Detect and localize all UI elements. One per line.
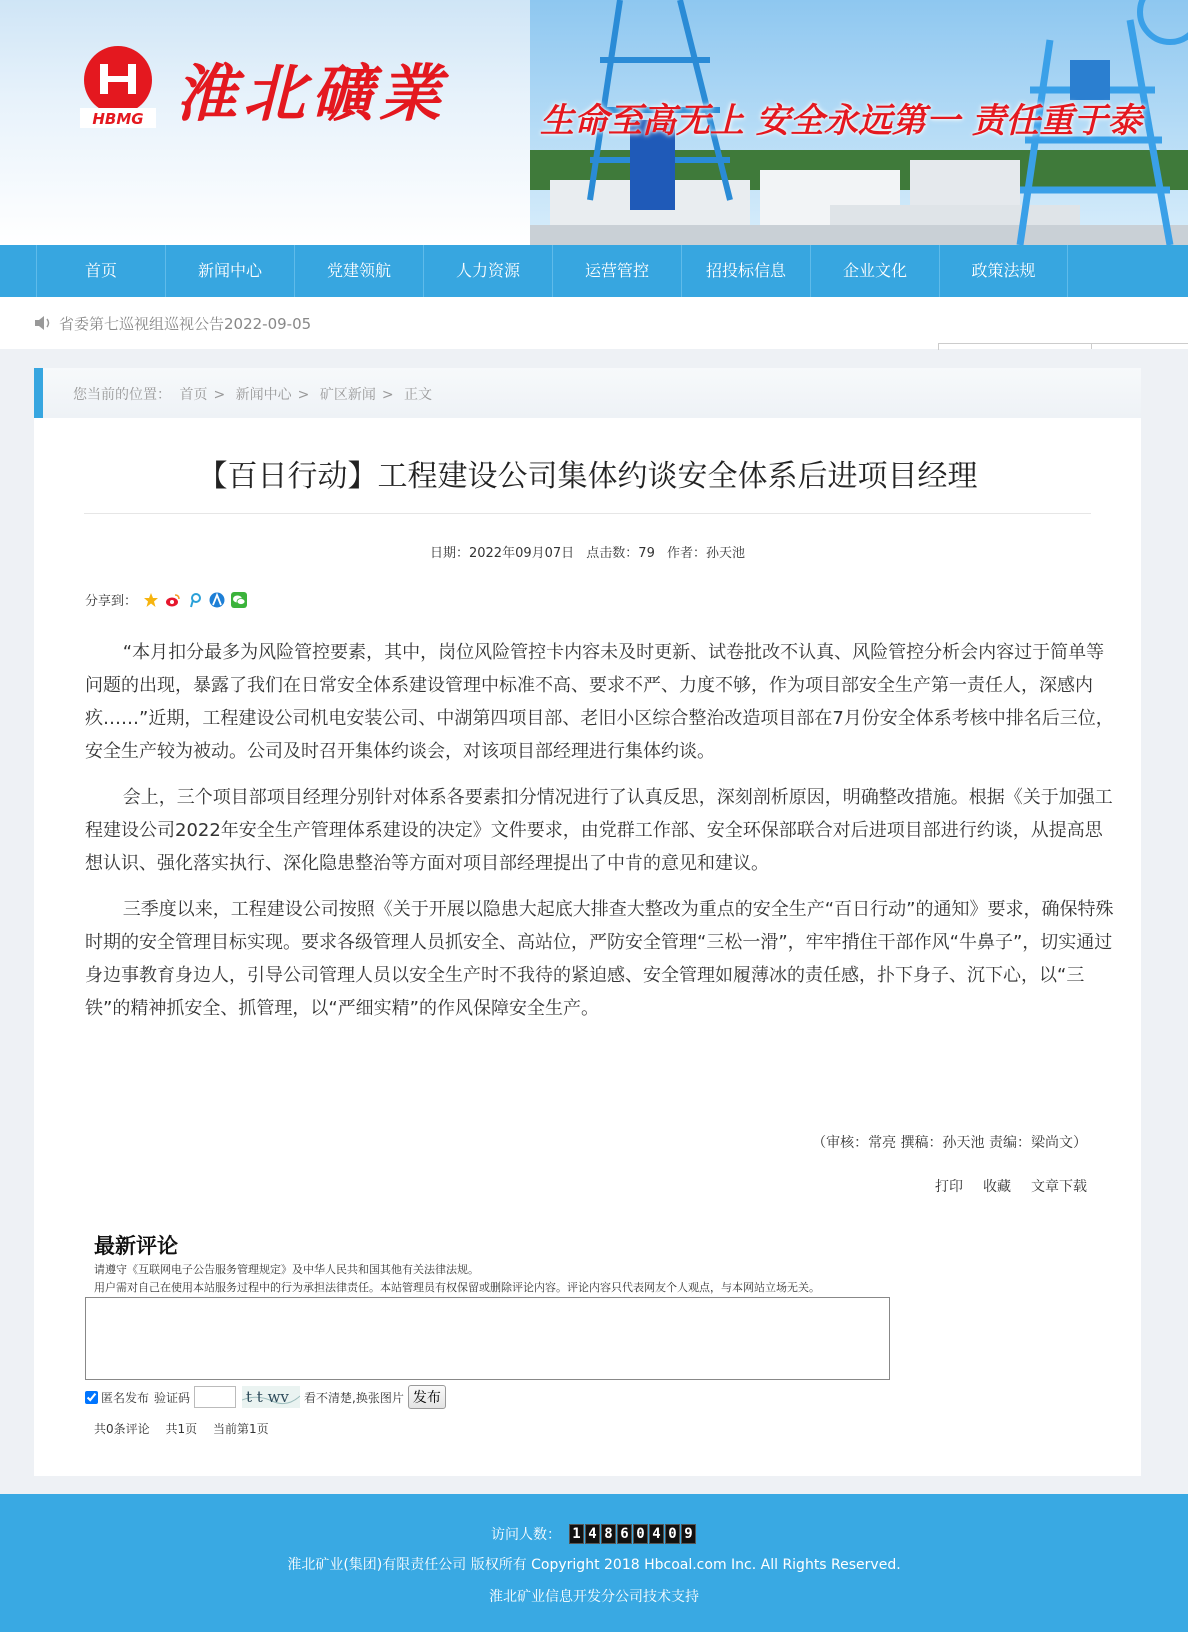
counter-digit: 1: [569, 1524, 584, 1544]
breadcrumb-separator: >: [297, 387, 310, 403]
visits-label: 访问人数：: [491, 1527, 561, 1543]
hbmg-logo-icon: [80, 44, 156, 128]
counter-digit: 4: [585, 1524, 600, 1544]
tencent-weibo-icon[interactable]: [209, 592, 225, 608]
vcode-label: 验证码: [154, 1390, 191, 1405]
copyright-text: 淮北矿业(集团)有限责任公司 版权所有 Copyright 2018 Hbcoal.com Inc. All Rights Reserved.: [287, 1557, 901, 1573]
counter-digit: 9: [681, 1524, 696, 1544]
article-paragraph: “本月扣分最多为风险管控要素，其中，岗位风险管控卡内容未及时更新、试卷批改不认真、风险管控分析会内容过于简单等问题的出现，暴露了我们在日常安全体系建设管理中标准不高、要求不严、力度不够，作为项目部安全生产第一责任人，深感内疚……”近期，工程建设公司机电安装公司、中湖第四项目部、老旧小区综合整治改造项目部在7月份安全体系考核中排名后三位，安全生产较为被动。公司及时召开集体约谈会，对该项目部经理进行集体约谈。: [85, 642, 1114, 762]
nav-item-culture[interactable]: 企业文化: [810, 245, 939, 297]
site-footer: [0, 1494, 1188, 1632]
comments-current-page: 当前第1页: [212, 1422, 269, 1436]
comments-title: 最新评论: [94, 1234, 178, 1258]
counter-digit: 4: [649, 1524, 664, 1544]
breadcrumb-separator: >: [381, 387, 394, 403]
safety-slogan: 生命至高无上 安全永远第一 责任重于泰: [540, 101, 1142, 141]
vcode-input[interactable]: [194, 1386, 236, 1408]
breadcrumb: [34, 368, 1141, 418]
qzone-icon[interactable]: [143, 592, 159, 608]
breadcrumb-home[interactable]: 首页: [179, 387, 208, 403]
logo-wordmark: 淮北礦業: [175, 57, 448, 130]
article-date: 日期：2022年09月07日: [429, 546, 575, 561]
anonymous-checkbox[interactable]: [85, 1391, 98, 1404]
article-paragraph: 会上，三个项目部项目经理分别针对体系各要素扣分情况进行了认真反思，深刻剖析原因，明确整改措施。根据《关于加强工程建设公司2022年安全生产管理体系建设的决定》文件要求，由党群工作部、安全环保部联合对后进项目部进行约谈，从提高思想认识、强化落实执行、深化隐患整治等方面对项目部经理提出了中肯的意见和建议。: [85, 787, 1113, 874]
article-tools: [935, 1176, 1087, 1196]
article-title: 【百日行动】工程建设公司集体约谈安全体系后进项目经理: [197, 459, 978, 494]
submit-comment-button[interactable]: 发布: [408, 1385, 446, 1409]
article-author: 作者：孙天池: [666, 546, 745, 561]
notice-link[interactable]: 省委第七巡视组巡视公告2022-09-05: [59, 315, 312, 333]
share-bar: [85, 590, 247, 609]
captcha-image[interactable]: [242, 1386, 300, 1408]
comments-total: 共0条评论: [94, 1422, 150, 1436]
comments-notice-line: 用户需对自己在使用本站服务过程中的行为承担法律责任。本站管理员有权保留或删除评论内容。评论内容只代表网友个人观点，与本网站立场无关。: [94, 1281, 820, 1294]
comments-notice: [94, 1261, 820, 1297]
counter-digit: 0: [633, 1524, 648, 1544]
comments-page-count: 共1页: [165, 1422, 198, 1436]
counter-digit: 8: [601, 1524, 616, 1544]
nav-item-human-resources[interactable]: 人力资源: [423, 245, 552, 297]
breadcrumb-news-center[interactable]: 新闻中心: [235, 387, 292, 403]
counter-digit: 0: [665, 1524, 680, 1544]
article-card: [34, 368, 1141, 1476]
nav-item-policy[interactable]: 政策法规: [939, 245, 1068, 297]
nav-item-party-building[interactable]: 党建领航: [294, 245, 423, 297]
anonymous-label: 匿名发布: [101, 1390, 150, 1405]
editor-credits: （审核：常亮 撰稿：孙天池 责编：梁尚文）: [812, 1135, 1087, 1151]
pengyou-icon[interactable]: [187, 592, 203, 608]
title-divider: [84, 513, 1091, 514]
svg-text:t t wv: t t wv: [246, 1388, 289, 1406]
share-label: 分享到：: [85, 594, 138, 609]
breadcrumb-label: 您当前的位置：: [73, 387, 171, 403]
nav-item-news-center[interactable]: 新闻中心: [165, 245, 294, 297]
article-clicks: 点击数：79: [586, 546, 655, 561]
svg-text:HBMG: HBMG: [92, 110, 144, 128]
print-link[interactable]: 打印: [935, 1179, 963, 1195]
speaker-icon: [34, 315, 52, 331]
nav-item-bidding[interactable]: 招投标信息: [681, 245, 810, 297]
breadcrumb-separator: >: [213, 387, 226, 403]
nav-item-operations[interactable]: 运营管控: [552, 245, 681, 297]
comments-notice-line: 请遵守《互联网电子公告服务管理规定》及中华人民共和国其他有关法律法规。: [94, 1263, 479, 1276]
article-paragraph: 三季度以来，工程建设公司按照《关于开展以隐患大起底大排查大整改为重点的安全生产“百日行动”的通知》要求，确保特殊时期的安全管理目标实现。要求各级管理人员抓安全、高站位，严防安全管理“三松一滑”，牢牢揹住干部作风“牛鼻子”，切实通过身边事教育身边人，引导公司管理人员以安全生产时不我待的紧迫感、安全管理如履薄冰的责任感，扑下身子、沉下心，以“三铁”的精神抓安全、抓管理，以“严细实精”的作风保障安全生产。: [85, 899, 1114, 1019]
wechat-icon[interactable]: [231, 592, 247, 608]
breadcrumb-mine-news[interactable]: 矿区新闻: [319, 387, 376, 403]
weibo-icon[interactable]: [165, 592, 181, 608]
comment-textarea[interactable]: [85, 1297, 890, 1380]
comments-pagination: [94, 1420, 281, 1437]
captcha-refresh-link[interactable]: 看不清楚,换张图片: [304, 1390, 404, 1405]
visits-digits: [569, 1524, 697, 1544]
article-body: [85, 636, 1115, 1038]
breadcrumb-current: 正文: [404, 387, 433, 403]
notice-bar: [0, 297, 1188, 349]
favorite-link[interactable]: 收藏: [983, 1179, 1011, 1195]
visit-counter: [0, 1524, 1188, 1544]
download-link[interactable]: 文章下载: [1031, 1179, 1087, 1195]
comment-controls: [85, 1384, 446, 1410]
nav-item-home[interactable]: 首页: [36, 245, 165, 297]
article-meta: [34, 542, 1141, 561]
counter-digit: 6: [617, 1524, 632, 1544]
site-banner: [0, 0, 1188, 245]
tech-support-text: 淮北矿业信息开发分公司技术支持: [489, 1589, 699, 1605]
main-navigation: [0, 245, 1188, 297]
notice-tabs-edge: [938, 343, 1188, 350]
